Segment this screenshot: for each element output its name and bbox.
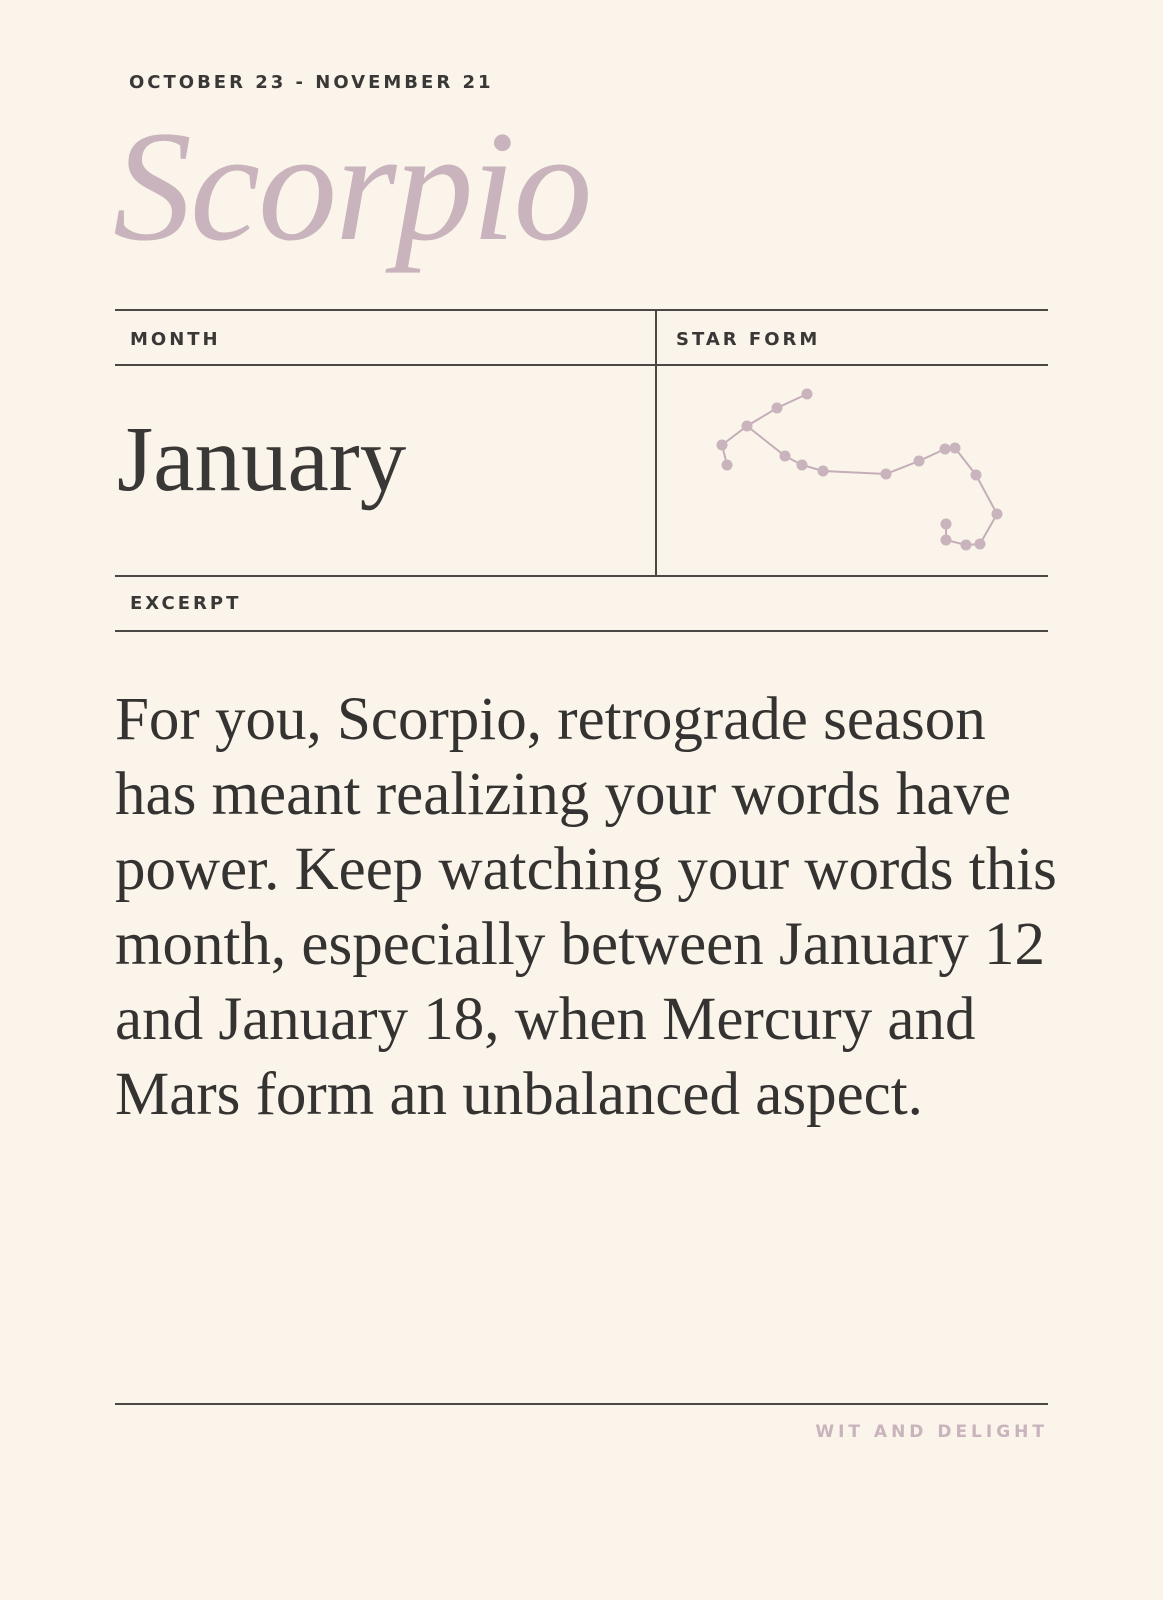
divider-vertical xyxy=(655,309,657,576)
divider-bottom xyxy=(115,1403,1048,1405)
excerpt-label: EXCERPT xyxy=(130,593,242,614)
date-range: OCTOBER 23 - NOVEMBER 21 xyxy=(129,72,494,93)
divider-excerpt xyxy=(115,630,1048,632)
month-value: January xyxy=(117,408,407,511)
scorpio-constellation-icon xyxy=(700,375,1010,565)
sign-title: Scorpio xyxy=(113,99,591,274)
divider-middle xyxy=(115,575,1048,577)
excerpt-text: For you, Scorpio, retrograde season has meant realizing your words have power. Keep watching your words this month, especially between January 12 and January 18, when Mercury and Mars form an unbalanced aspect. xyxy=(115,686,1057,1128)
month-label: MONTH xyxy=(130,329,221,350)
divider-top xyxy=(115,309,1048,311)
star-form-label: STAR FORM xyxy=(676,329,821,350)
brand-name: WIT AND DELIGHT xyxy=(815,1422,1048,1442)
divider-header xyxy=(115,364,1048,366)
